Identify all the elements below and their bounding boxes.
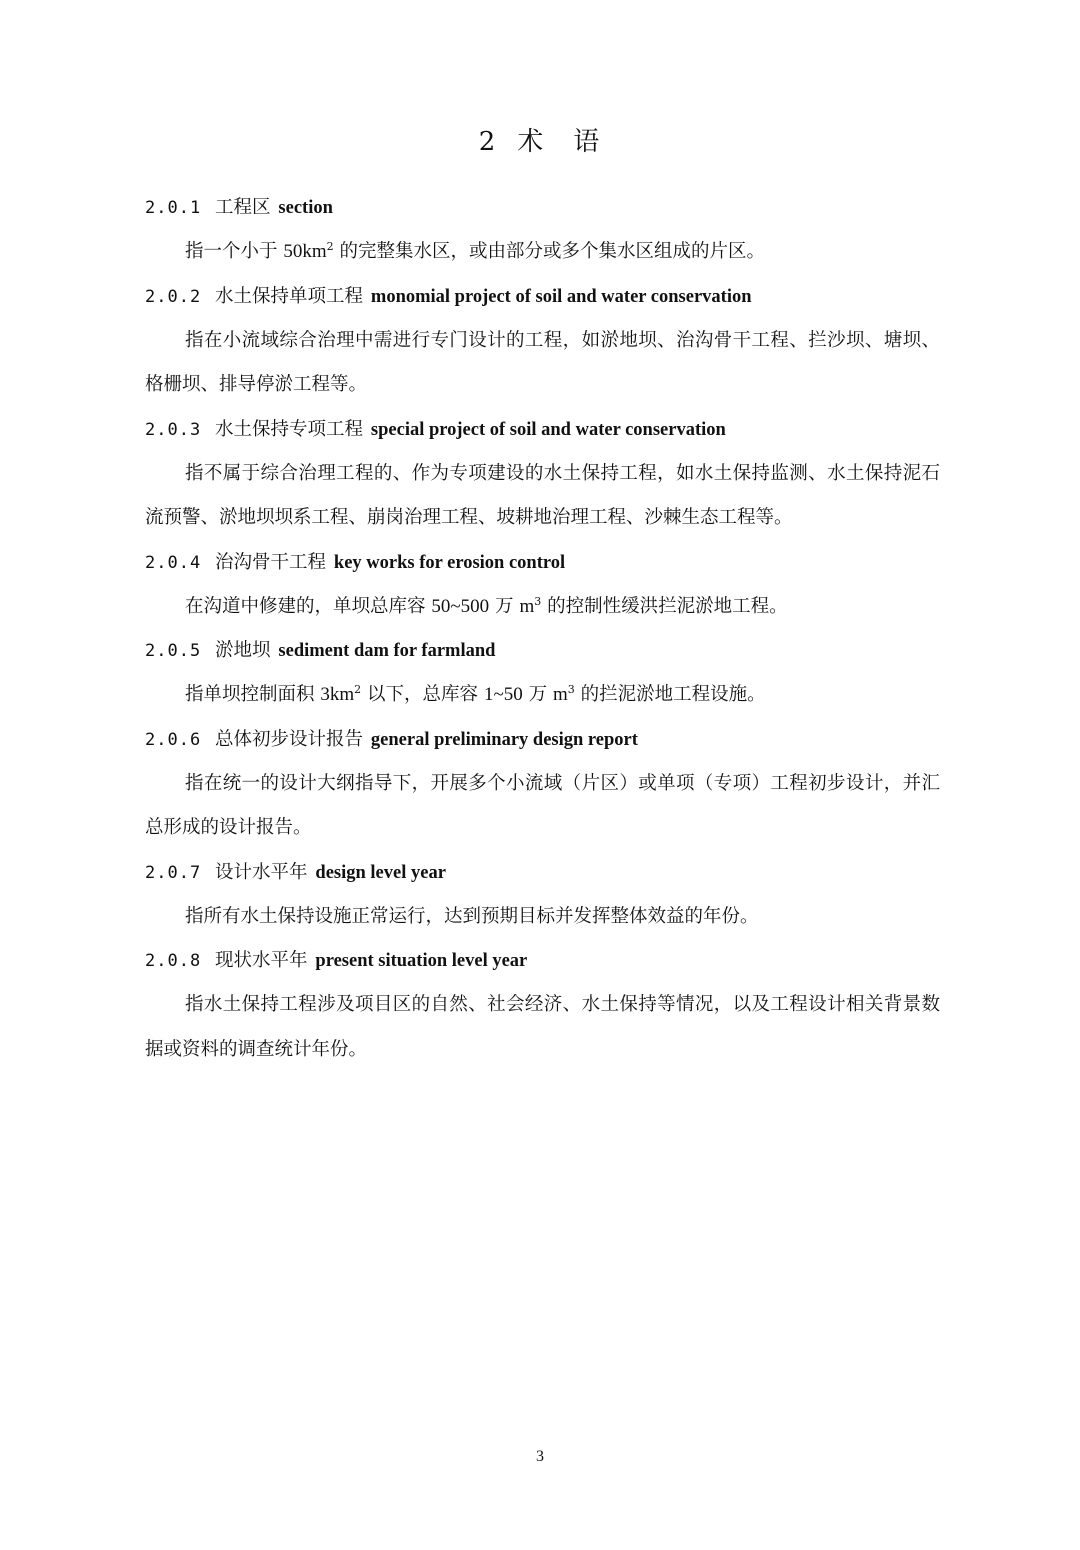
term-heading — [145, 275, 945, 319]
term-entry — [145, 718, 945, 851]
page-number: 3 — [536, 1448, 544, 1465]
term-heading — [145, 939, 945, 983]
term-chinese: 总体初步设计报告 — [215, 728, 364, 750]
term-entry — [145, 186, 945, 275]
term-definition: 指一个小于 $50km^2$ 的完整集水区，或由部分或多个集水区组成的片区。 — [185, 239, 766, 262]
term-definition: 在沟道中修建的，单坝总库容 50~500 万 $m^3$ 的控制性缓洪拦泥淤地工程。 — [185, 594, 788, 617]
term-chinese: 工程区 — [215, 197, 271, 218]
term-english: section — [278, 198, 333, 218]
term-list — [145, 186, 945, 1072]
term-entry — [145, 408, 945, 541]
term-definition: 指水土保持工程涉及项目区的自然、社会经济、水土保持等情况，以及工程设计相关背景数据或资料的调查统计年份。 — [145, 994, 940, 1060]
term-chinese: 治沟骨干工程 — [215, 551, 327, 573]
term-entry — [145, 629, 945, 718]
term-english: present situation level year — [315, 951, 528, 971]
term-chinese: 水土保持单项工程 — [215, 285, 364, 307]
page-title — [0, 122, 1080, 162]
section-title-char: 语 — [573, 127, 602, 157]
term-heading — [145, 718, 945, 762]
term-english: sediment dam for farmland — [278, 641, 496, 661]
term-definition: 指在小流域综合治理中需进行专门设计的工程，如淤地坝、治沟骨干工程、拦沙坝、塘坝、格栅坝、排导停淤工程等。 — [145, 329, 940, 395]
term-english: monomial project of soil and water conservation — [370, 286, 752, 307]
term-number: 2.0.4 — [145, 552, 202, 573]
term-number: 2.0.7 — [145, 862, 202, 883]
term-heading — [145, 186, 945, 230]
term-number: 2.0.8 — [145, 951, 202, 971]
term-definition: 指不属于综合治理工程的、作为专项建设的水土保持工程，如水土保持监测、水土保持泥石流预警、淤地坝坝系工程、崩岗治理工程、坡耕地治理工程、沙棘生态工程等。 — [145, 462, 940, 528]
term-number: 2.0.2 — [145, 286, 202, 307]
term-number: 2.0.1 — [145, 198, 202, 218]
term-definition: 指所有水土保持设施正常运行，达到预期目标并发挥整体效益的年份。 — [185, 905, 759, 927]
term-entry — [145, 939, 945, 1072]
term-definition: 指单坝控制面积 $3km^2$ 以下，总库容 1~50 万 $m^3$ 的拦泥淤地工程设施。 — [185, 682, 766, 705]
term-entry — [145, 541, 945, 630]
term-english: general preliminary design report — [370, 729, 638, 750]
term-heading — [145, 629, 945, 673]
term-chinese: 现状水平年 — [215, 950, 308, 971]
term-chinese: 淤地坝 — [215, 640, 271, 661]
term-heading — [145, 408, 945, 452]
section-number: 2 — [478, 127, 498, 157]
term-english: key works for erosion control — [333, 552, 566, 573]
term-chinese: 水土保持专项工程 — [215, 418, 364, 440]
term-entry — [145, 851, 945, 940]
section-title-char: 术 — [517, 127, 546, 157]
term-english: design level year — [315, 862, 446, 883]
term-definition: 指在统一的设计大纲指导下，开展多个小流域（片区）或单项（专项）工程初步设计，并汇总形成的设计报告。 — [145, 772, 940, 838]
term-heading — [145, 851, 945, 895]
term-number: 2.0.6 — [145, 729, 202, 750]
term-english: special project of soil and water conservation — [370, 419, 726, 440]
term-number: 2.0.3 — [145, 419, 202, 440]
term-chinese: 设计水平年 — [215, 861, 308, 883]
term-entry — [145, 275, 945, 408]
term-heading — [145, 541, 945, 585]
term-number: 2.0.5 — [145, 641, 202, 661]
